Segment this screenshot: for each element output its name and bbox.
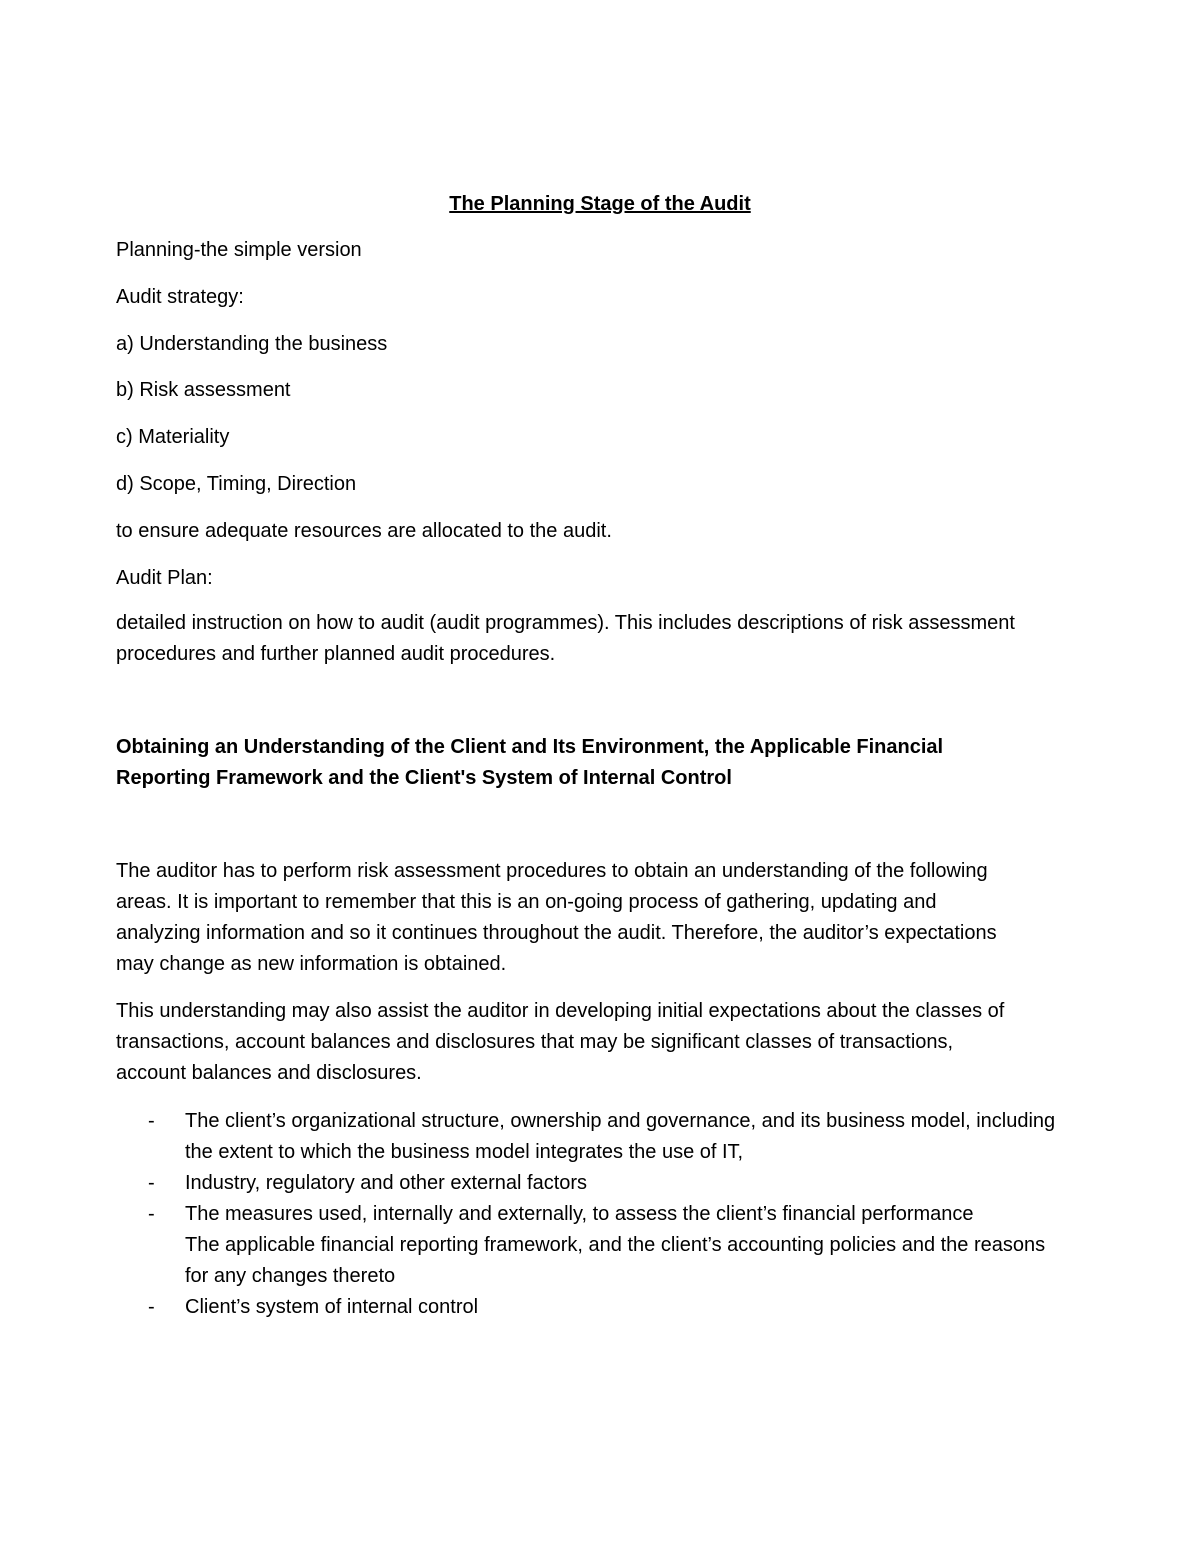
strategy-item: d) Scope, Timing, Direction (116, 473, 357, 495)
strategy-item: b) Risk assessment (116, 379, 291, 401)
list-item-text: Industry, regulatory and other external factors (185, 1172, 588, 1194)
list-item (116, 1292, 1056, 1323)
paragraph-risk-assessment: The auditor has to perform risk assessment procedures to obtain an understanding of the following areas. It is important to remember that this is an on-going process of gathering, updating and analyzing information and so it continues throughout the audit. Therefore, the auditor’s expectations may change as new information is obtained. (116, 860, 997, 975)
bullet-dash: - (148, 1172, 155, 1194)
audit-plan-label: Audit Plan: (116, 567, 213, 589)
audit-strategy-label: Audit strategy: (116, 286, 244, 308)
list-item-text: The client’s organizational structure, ownership and governance, and its business model, including the extent to which the business model integrates the use of IT, (185, 1110, 1056, 1163)
document-title: The Planning Stage of the Audit (449, 193, 751, 215)
list-item (116, 1168, 1056, 1199)
strategy-item: a) Understanding the business (116, 333, 388, 355)
list-item-text: The applicable financial reporting framework, and the client’s accounting policies and the reasons for any changes thereto (185, 1234, 1046, 1287)
strategy-purpose: to ensure adequate resources are allocated to the audit. (116, 520, 612, 542)
list-item (116, 1199, 1056, 1292)
bullet-dash: - (148, 1203, 155, 1225)
audit-plan-text: detailed instruction on how to audit (audit programmes). This includes descriptions of risk assessment procedures and further planned audit procedures. (116, 612, 1015, 665)
list-item-text: The measures used, internally and externally, to assess the client’s financial performance (185, 1203, 974, 1225)
understanding-areas-list (116, 1106, 1056, 1323)
bullet-dash: - (148, 1110, 155, 1132)
strategy-item: c) Materiality (116, 426, 230, 448)
list-item-text: Client’s system of internal control (185, 1296, 479, 1318)
planning-simple-heading: Planning-the simple version (116, 239, 362, 261)
paragraph-initial-expectations: This understanding may also assist the auditor in developing initial expectations about the classes of transactions, account balances and disclosures that may be significant classes of transactions, account balances and disclosures. (116, 1000, 1005, 1084)
section-heading: Obtaining an Understanding of the Client and Its Environment, the Applicable Financial Reporting Framework and the Client's System of Internal Control (116, 736, 944, 789)
list-item (116, 1106, 1056, 1168)
bullet-dash: - (148, 1296, 155, 1318)
